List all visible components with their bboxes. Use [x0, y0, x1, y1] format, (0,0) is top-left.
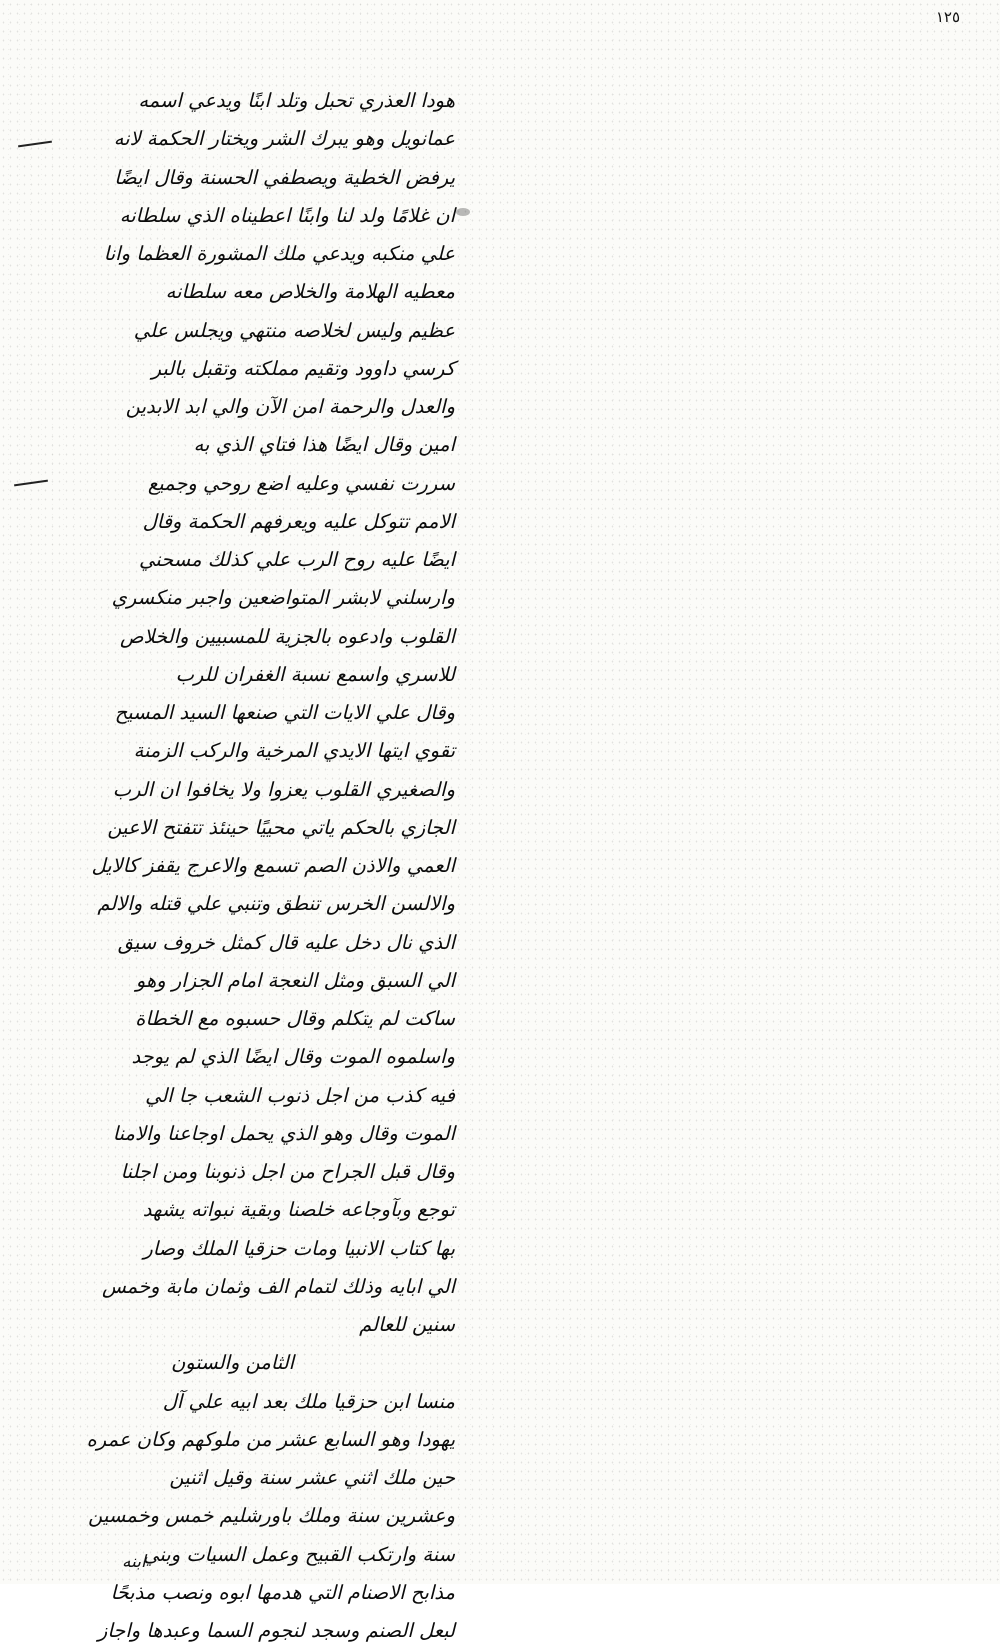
text-line: يهودا وهو السابع عشر من ملوكهم وكان عمره — [86, 1427, 455, 1451]
text-line: الجازي بالحكم ياتي محييًا حينئذ تتفتح الاعين — [107, 815, 455, 839]
text-line: معطيه الهلامة والخلاص معه سلطانه — [165, 280, 455, 304]
text-line: ايضًا عليه روح الرب علي كذلك مسحني — [138, 548, 455, 571]
text-line: وقال علي الايات التي صنعها السيد المسيح — [114, 701, 455, 724]
text-line: هودا العذري تحبل وتلد ابنًا ويدعي اسمه — [138, 89, 455, 112]
text-line: ان غلامًا ولد لنا وابنًا اعطيناه الذي سلطانه — [119, 203, 455, 227]
text-line: والالسن الخرس تنطق وتنبي علي قتله والالم — [97, 892, 455, 916]
text-line: كرسي داوود وتقيم مملكته وتقبل بالبر — [151, 356, 455, 380]
text-line: عمانويل وهو يبرك الشر ويختار الحكمة لانه — [113, 127, 455, 151]
text-line: والصغيري القلوب يعزوا ولا يخافوا ان الرب — [112, 777, 455, 801]
text-line: الي ابايه وذلك لتمام الف وثمان مابة وخمس — [101, 1274, 455, 1298]
text-line: سنين للعالم — [359, 1313, 455, 1336]
ink-smudge — [456, 208, 470, 216]
text-line: يرفض الخطية ويصطفي الحسنة وقال ايضًا — [114, 165, 455, 189]
text-line: للاسري واسمع نسبة الغفران للرب — [175, 662, 455, 686]
text-line: امين وقال ايضًا هذا فتاي الذي به — [193, 433, 455, 457]
text-line: عظيم وليس لخلاصه منتهي ويجلس علي — [133, 318, 455, 342]
text-line: الامم تتوكل عليه ويعرفهم الحكمة وقال — [142, 509, 455, 533]
text-line: توجع وبآوجاعه خلصنا وبقية نبواته يشهد — [142, 1198, 455, 1222]
text-line: مذابح الاصنام التي هدمها ابوه ونصب مذبحًا — [110, 1580, 455, 1604]
text-line: بها كتاب الانبيا ومات حزقيا الملك وصار — [143, 1236, 455, 1260]
text-line: الذي نال دخل عليه قال كمثل خروف سيق — [117, 930, 455, 954]
text-line: واسلموه الموت وقال ايضًا الذي لم يوجد — [131, 1045, 455, 1069]
section-heading: الثامن والستون — [170, 1351, 295, 1375]
text-line: العمي والاذن الصم تسمع والاعرج يقفز كالايل — [91, 854, 455, 877]
text-line: ساكت لم يتكلم وقال حسبوه مع الخطاة — [135, 1007, 455, 1030]
handwritten-text-block — [30, 82, 455, 1650]
text-line: فيه كذب من اجل ذنوب الشعب جا الي — [145, 1083, 455, 1107]
text-line: وقال قبل الجراح من اجل ذنوبنا ومن اجلنا — [120, 1160, 455, 1183]
catchword: ابنه — [122, 1552, 146, 1572]
text-line: لبعل الصنم وسجد لنجوم السما وعبدها واجاز — [97, 1619, 455, 1642]
page-number: ١٢٥ — [935, 8, 960, 26]
text-line: القلوب وادعوه بالجزية للمسبيين والخلاص — [119, 624, 455, 648]
text-line: الموت وقال وهو الذي يحمل اوجاعنا والامنا — [112, 1121, 455, 1145]
text-line: حين ملك اثني عشر سنة وقيل اثنين — [169, 1466, 455, 1489]
text-line: تقوي ايتها الايدي المرخية والركب الزمنة — [133, 739, 455, 763]
text-line: وعشرين سنة وملك باورشليم خمس وخمسين — [88, 1504, 455, 1528]
text-line: الي السبق ومثل النعجة امام الجزار وهو — [135, 968, 455, 992]
text-line: والعدل والرحمة امن الآن والي ابد الابدين — [125, 395, 455, 418]
text-line: سررت نفسي وعليه اضع روحي وجميع — [147, 471, 455, 495]
text-line: منسا ابن حزقيا ملك بعد ابيه علي آل — [162, 1389, 455, 1413]
text-line: وارسلني لابشر المتواضعين واجبر منكسري — [111, 586, 455, 610]
text-line: سنة وارتكب القبيح وعمل السيات وبني — [143, 1542, 455, 1566]
text-line: علي منكبه ويدعي ملك المشورة العظما وانا — [103, 242, 455, 265]
